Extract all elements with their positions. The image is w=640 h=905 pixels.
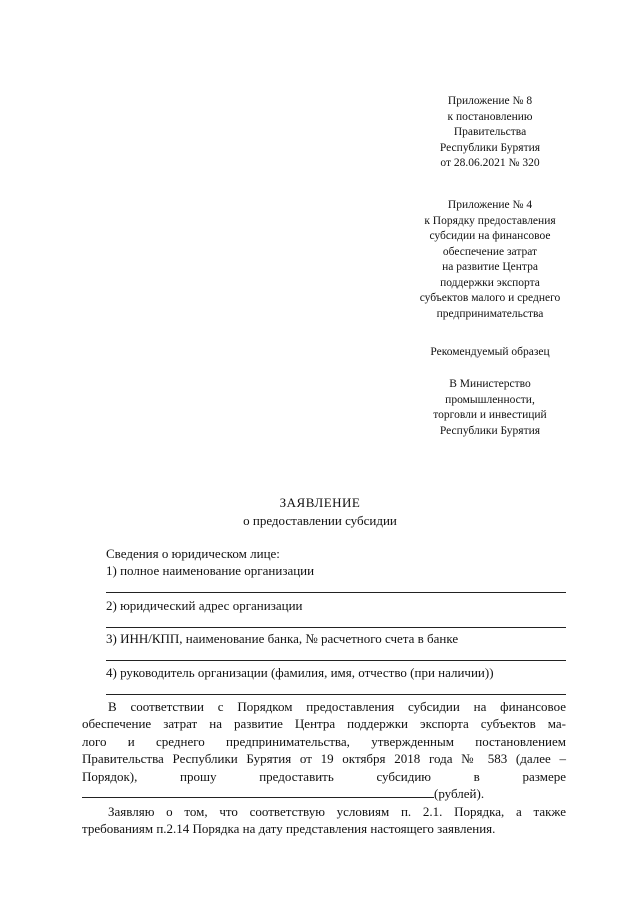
amount-field[interactable]	[82, 785, 434, 798]
paragraph-line-text: В соответствии с Порядком предоставления субсидии на финансовое	[108, 699, 566, 714]
document-subtitle: о предоставлении субсидии	[243, 513, 397, 528]
field-line-full-name[interactable]	[106, 592, 566, 593]
addressee-line: промышленности,	[445, 393, 535, 406]
annex-4-line: Приложение № 4	[447, 199, 533, 211]
paragraph-line-text: Заявляю о том, что соответствую условиям п. 2.1. Порядка, а также	[108, 804, 566, 819]
paragraph-line: лого и среднего предпринимательства, утвержденным постановлением	[82, 733, 566, 749]
field-line-director[interactable]	[106, 694, 566, 695]
field-label-inn-bank: 3) ИНН/КПП, наименование банка, № расчетного счета в банке	[106, 631, 459, 646]
field-label-full-name: 1) полное наименование организации	[106, 563, 315, 578]
annex-4-line: предпринимательства	[436, 307, 544, 320]
annex-4-line: обеспечение затрат	[442, 245, 538, 258]
paragraph-line: требованиям п.2.14 Порядка на дату представления настоящего заявления.	[82, 821, 496, 837]
annex-8-header	[415, 94, 565, 172]
paragraph-line	[82, 698, 566, 715]
paragraph-declaration	[82, 803, 566, 838]
addressee-line: Республики Бурятия	[439, 424, 541, 437]
field-label-director: 4) руководитель организации (фамилия, имя, отчество (при наличии))	[106, 665, 494, 680]
annex-4-line: субъектов малого и среднего	[419, 292, 561, 304]
addressee-block	[400, 377, 580, 439]
addressee-line: торговли и инвестиций	[433, 409, 547, 421]
annex-4-line: поддержки экспорта	[440, 276, 540, 289]
addressee-line: В Министерство	[449, 378, 531, 390]
annex-8-line: Республики Бурятия	[439, 141, 541, 154]
field-line-inn-bank[interactable]	[106, 660, 566, 661]
sample-label	[400, 345, 580, 361]
annex-4-line: на развитие Центра	[442, 261, 538, 273]
document-title: ЗАЯВЛЕНИЕ	[279, 495, 361, 510]
annex-8-line: Правительства	[453, 126, 527, 138]
annex-8-line: к постановлению	[447, 110, 533, 123]
paragraph-line: Правительства Республики Бурятия от 19 октября 2018 года № 583 (далее –	[82, 751, 566, 767]
paragraph-request	[82, 698, 566, 802]
paragraph-line	[82, 803, 566, 820]
paragraph-line-split	[82, 768, 566, 785]
amount-line	[82, 785, 566, 802]
legal-entity-heading: Сведения о юридическом лице:	[106, 546, 280, 561]
annex-4-header	[400, 198, 580, 322]
amount-suffix: (рублей).	[434, 786, 485, 802]
paragraph-line: обеспечение затрат на развитие Центра поддержки экспорта субъектов ма-	[82, 716, 566, 732]
field-line-legal-address[interactable]	[106, 627, 566, 628]
annex-8-line: от 28.06.2021 № 320	[440, 157, 540, 169]
sample-label-text: Рекомендуемый образец	[430, 346, 550, 358]
annex-8-line: Приложение № 8	[447, 95, 533, 107]
annex-4-line: к Порядку предоставления	[424, 214, 556, 227]
field-label-legal-address: 2) юридический адрес организации	[106, 598, 303, 613]
annex-4-line: субсидии на финансовое	[429, 230, 551, 242]
paragraph-line-text: Порядок), прошу предоставить субсидию в размере	[82, 768, 566, 784]
